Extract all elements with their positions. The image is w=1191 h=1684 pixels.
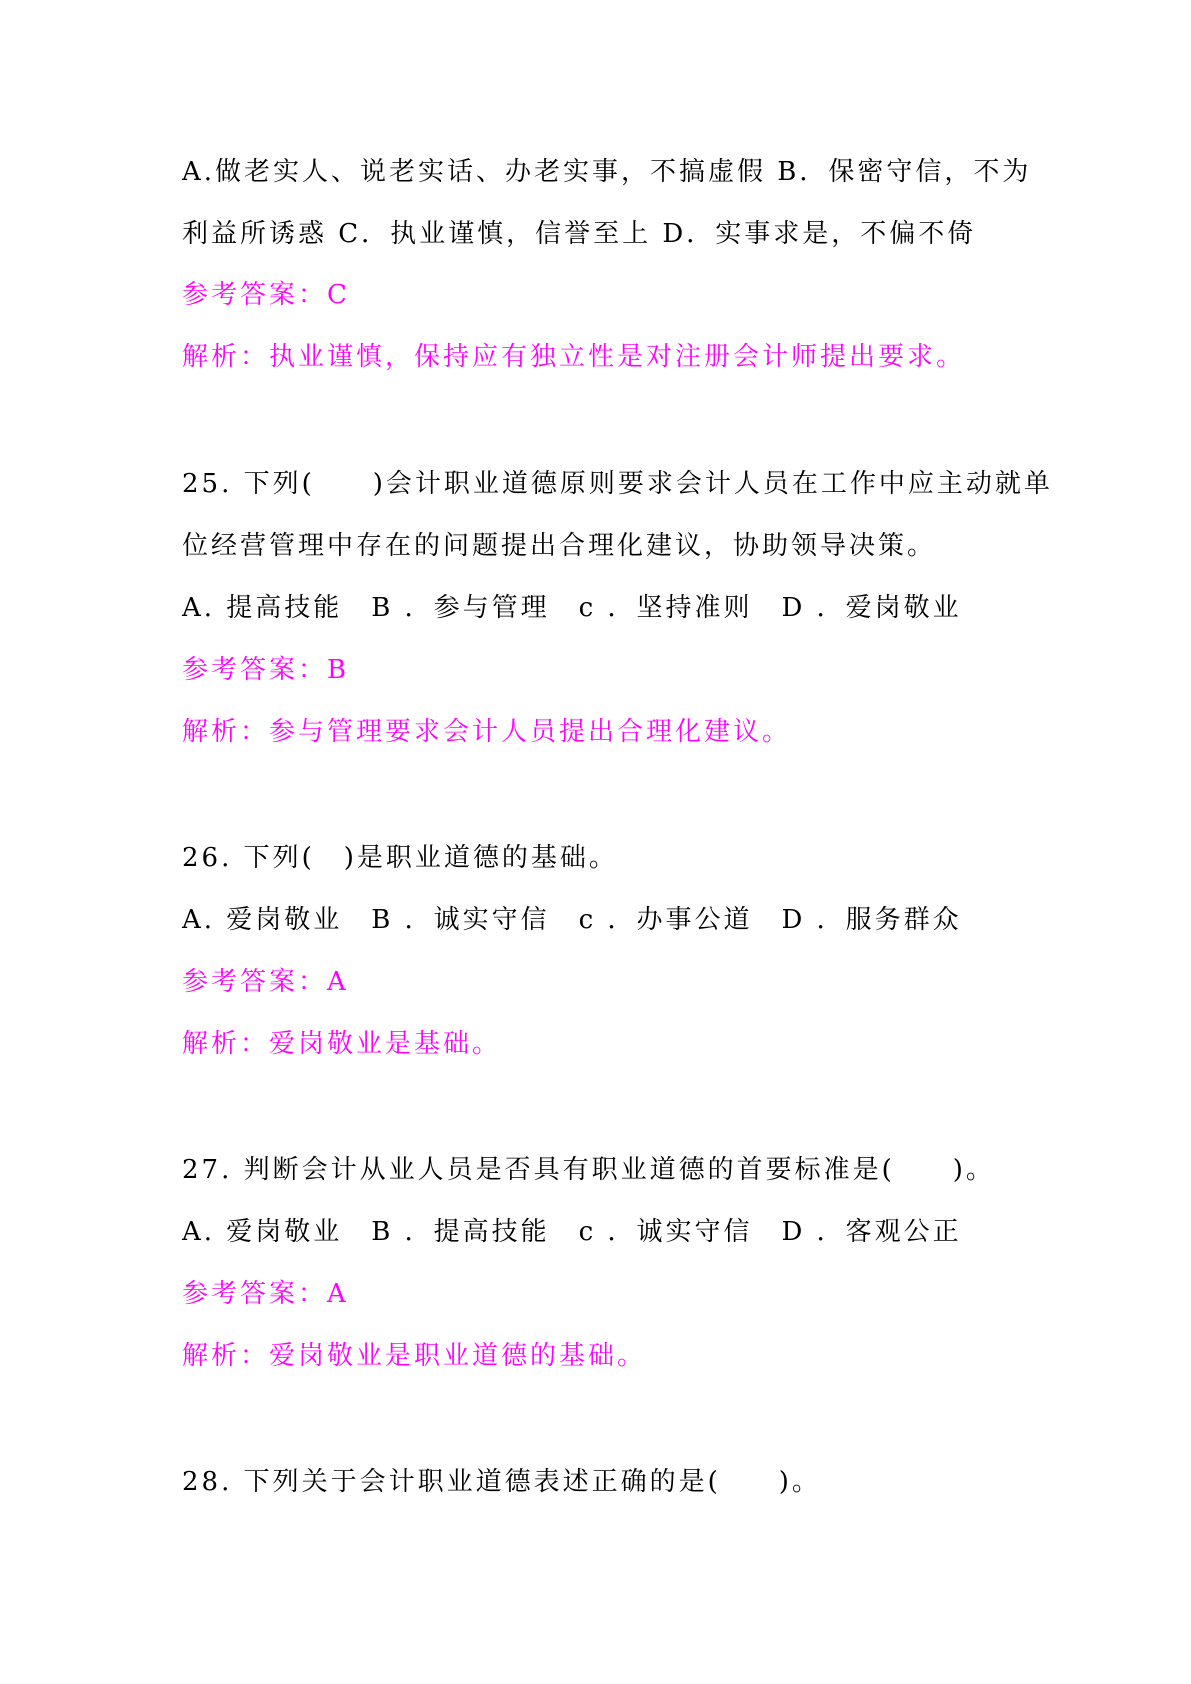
q25-analysis: 解析：参与管理要求会计人员提出合理化建议。 — [182, 717, 792, 747]
q26-options: A. 爱岗敬业 B ．诚实守信 c ．办事公道 D ．服务群众 — [182, 905, 962, 935]
q25-options: A. 提高技能 B ．参与管理 c ．坚持准则 D ．爱岗敬业 — [182, 593, 962, 623]
q27-question: 27. 判断会计从业人员是否具有职业道德的首要标准是( )。 — [182, 1155, 995, 1185]
q24-options-line1: A.做老实人、说老实话、办老实事，不搞虚假 B．保密守信，不为 — [182, 157, 1032, 187]
q24-answer: 参考答案：C — [182, 280, 350, 310]
q24-analysis: 解析：执业谨慎，保持应有独立性是对注册会计师提出要求。 — [182, 342, 966, 372]
q25-answer: 参考答案：B — [182, 655, 350, 685]
q28-question: 28. 下列关于会计职业道德表述正确的是( )。 — [182, 1467, 821, 1497]
q24-options-line2: 利益所诱惑 C．执业谨慎，信誉至上 D．实事求是，不偏不倚 — [182, 219, 977, 249]
q25-question-line1: 25. 下列( )会计职业道德原则要求会计人员在工作中应主动就单 — [182, 469, 1053, 499]
q26-analysis: 解析：爱岗敬业是基础。 — [182, 1029, 502, 1059]
q27-analysis: 解析：爱岗敬业是职业道德的基础。 — [182, 1341, 647, 1371]
q26-answer: 参考答案：A — [182, 967, 349, 997]
q27-options: A. 爱岗敬业 B ．提高技能 c ．诚实守信 D ．客观公正 — [182, 1217, 962, 1247]
q26-question: 26. 下列( )是职业道德的基础。 — [182, 843, 618, 873]
q25-question-line2: 位经营管理中存在的问题提出合理化建议，协助领导决策。 — [182, 531, 937, 561]
q27-answer: 参考答案：A — [182, 1279, 349, 1309]
